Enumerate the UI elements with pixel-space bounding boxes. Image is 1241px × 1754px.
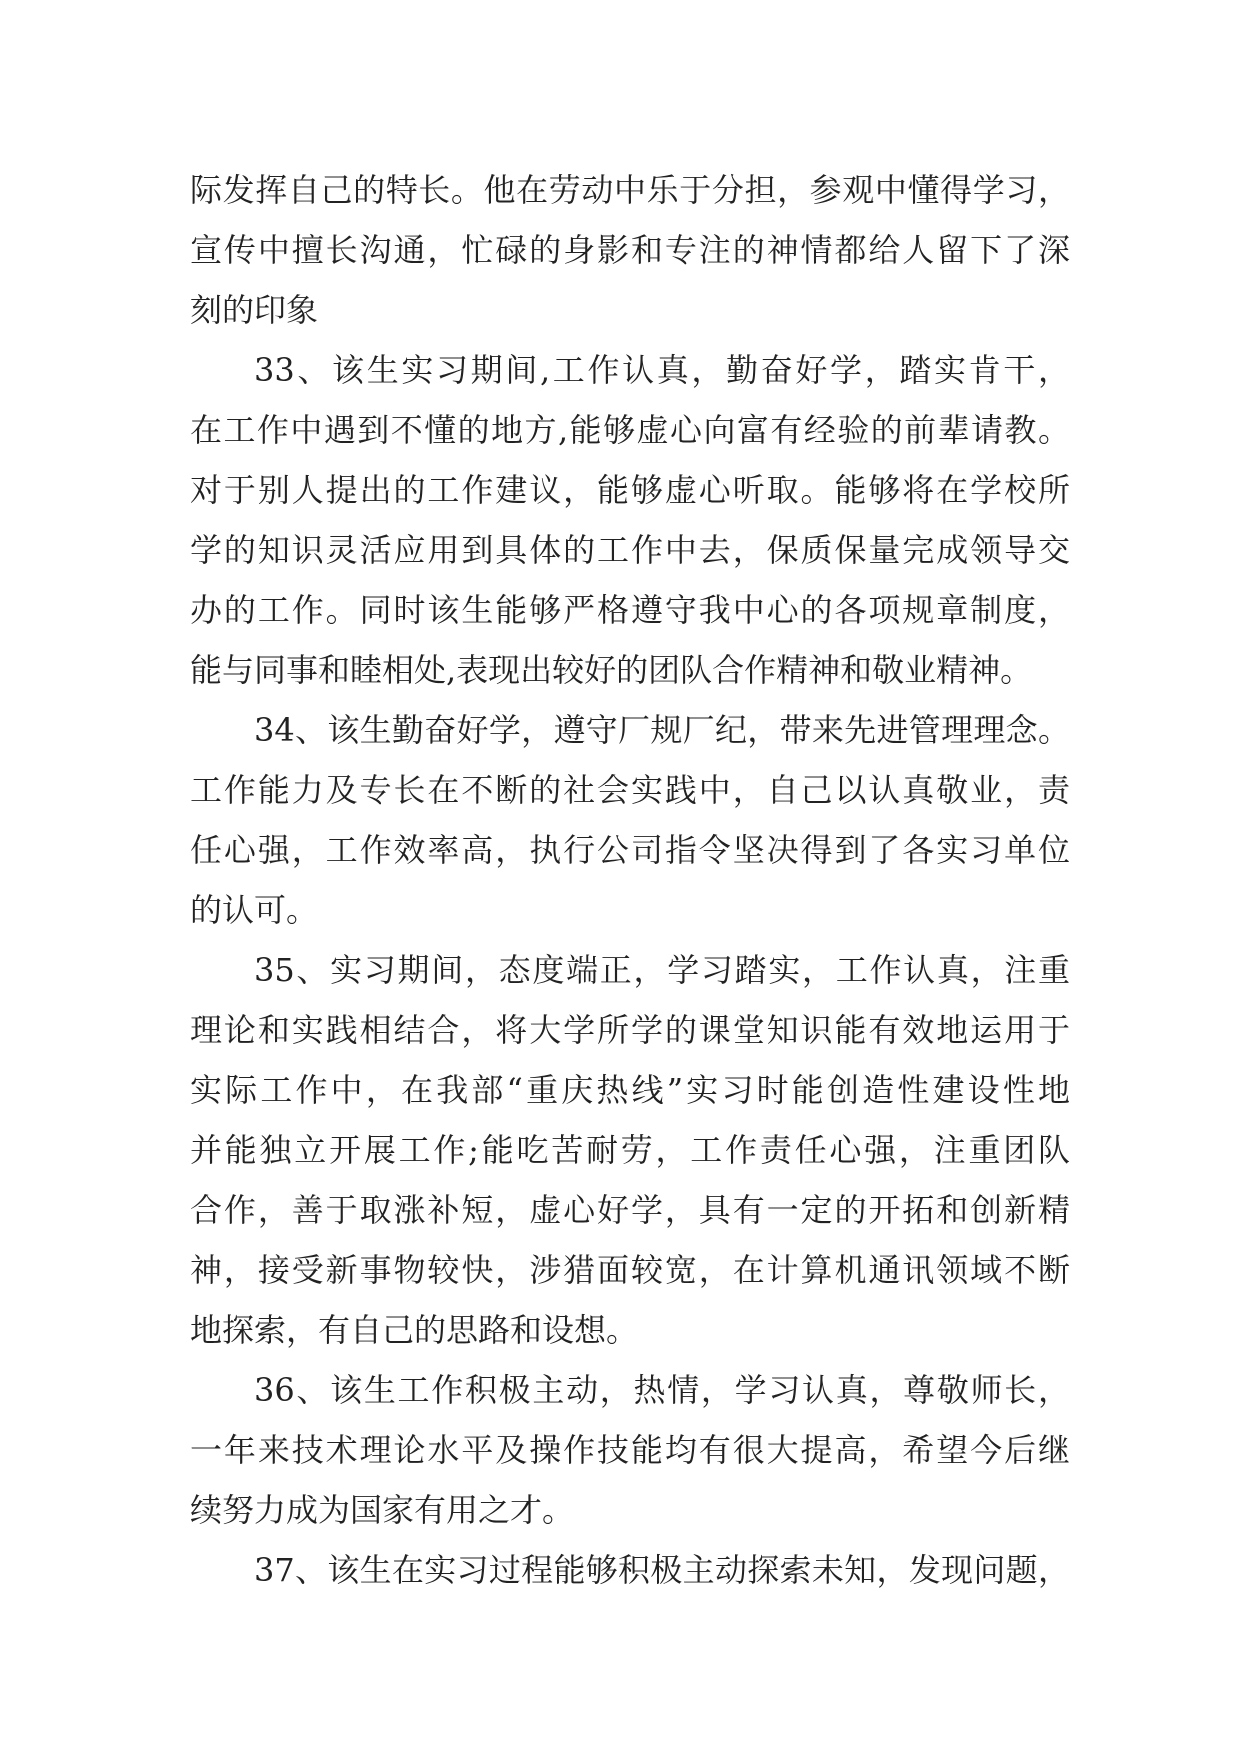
- text-line: 任心强，工作效率高，执行公司指令坚决得到了各实习单位: [190, 831, 1070, 869]
- text-line: 能与同事和睦相处,表现出较好的团队合作精神和敬业精神。: [190, 651, 1033, 689]
- text-line: 在工作中遇到不懂的地方,能够虚心向富有经验的前辈请教。: [190, 411, 1070, 449]
- text-line: 学的知识灵活应用到具体的工作中去，保质保量完成领导交: [190, 531, 1070, 569]
- text-line: 实际工作中，在我部“重庆热线”实习时能创造性建设性地: [190, 1071, 1070, 1109]
- paragraph-36-first-line: 36、该生工作积极主动，热情，学习认真，尊敬师长，: [254, 1371, 1070, 1409]
- document-body: [190, 160, 1070, 1600]
- text-line: 刻的印象: [190, 291, 319, 329]
- text-line: 理论和实践相结合，将大学所学的课堂知识能有效地运用于: [190, 1011, 1070, 1049]
- text-line: 一年来技术理论水平及操作技能均有很大提高，希望今后继: [190, 1431, 1070, 1469]
- text-line: 合作，善于取涨补短，虚心好学，具有一定的开拓和创新精: [190, 1191, 1070, 1229]
- text-line: 际发挥自己的特长。他在劳动中乐于分担，参观中懂得学习，: [190, 171, 1070, 209]
- paragraph-34-first-line: 34、该生勤奋好学，遵守厂规厂纪，带来先进管理理念。: [254, 711, 1070, 749]
- paragraph-35-first-line: 35、实习期间，态度端正，学习踏实，工作认真，注重: [254, 951, 1070, 989]
- text-line: 地探索，有自己的思路和设想。: [190, 1311, 639, 1349]
- text-line: 宣传中擅长沟通，忙碌的身影和专注的神情都给人留下了深: [190, 231, 1070, 269]
- text-line: 办的工作。同时该生能够严格遵守我中心的各项规章制度，: [190, 591, 1070, 629]
- text-line: 神，接受新事物较快，涉猎面较宽，在计算机通讯领域不断: [190, 1251, 1070, 1289]
- text-line: 对于别人提出的工作建议，能够虚心听取。能够将在学校所: [190, 471, 1070, 509]
- paragraph-37-first-line: 37、该生在实习过程能够积极主动探索未知，发现问题，: [254, 1551, 1070, 1589]
- text-line: 续努力成为国家有用之才。: [190, 1491, 575, 1529]
- text-line: 工作能力及专长在不断的社会实践中，自己以认真敬业，责: [190, 771, 1070, 809]
- text-line: 的认可。: [190, 891, 319, 929]
- paragraph-33-first-line: 33、该生实习期间,工作认真，勤奋好学，踏实肯干，: [254, 351, 1070, 389]
- text-line: 并能独立开展工作;能吃苦耐劳，工作责任心强，注重团队: [190, 1131, 1070, 1169]
